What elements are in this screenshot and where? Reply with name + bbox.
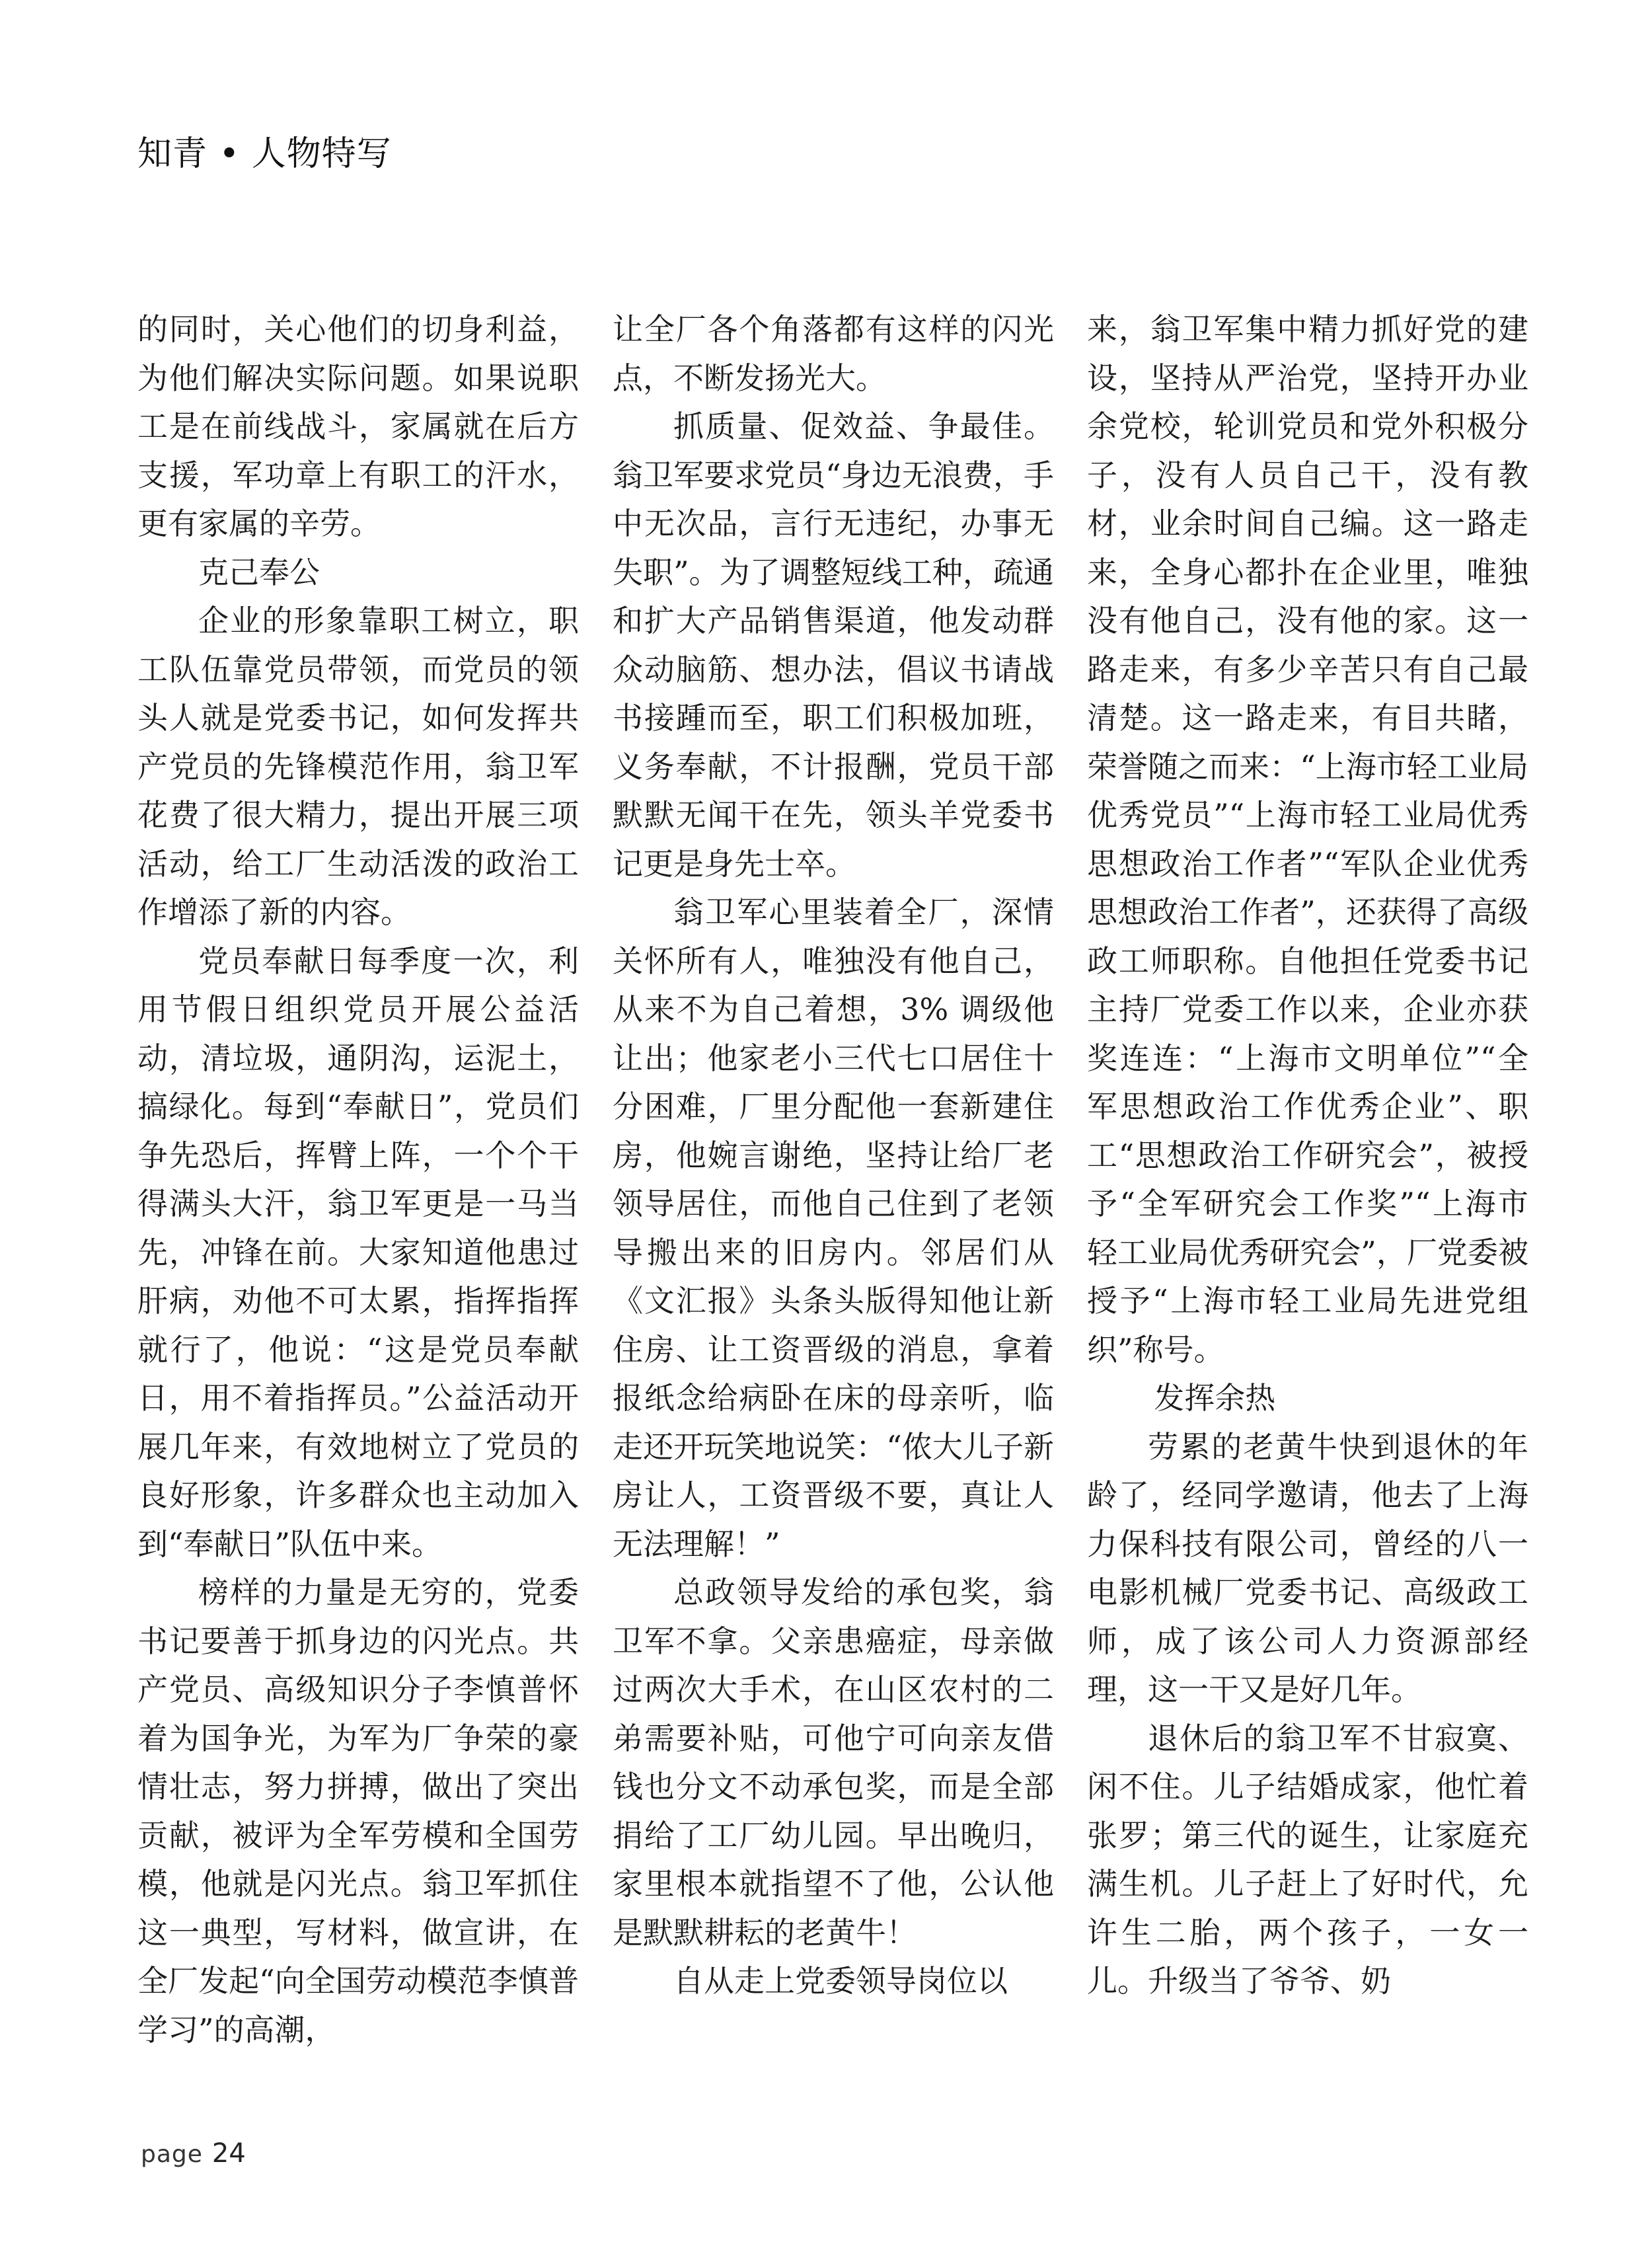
text-column-2 [613,305,1054,2006]
paragraph: 的同时，关心他们的切身利益，为他们解决实际问题。如果说职工是在前线战斗，家属就在后方支援，军功章上有职工的汗水，更有家属的辛劳。 [137,311,579,541]
section-subheading: 克己奉公 [198,554,320,590]
paragraph: 党员奉献日每季度一次，利用节假日组织党员开展公益活动，清垃圾，通阴沟，运泥土，搞绿化。每到“奉献日”，党员们争先恐后，挥臂上阵，一个个干得满头大汗，翁卫军更是一马当先，冲锋在前。大家知道他患过肝病，劝他不可太累，指挥指挥就行了，他说：“这是党员奉献日，用不着指挥员。”公益活动开展几年来，有效地树立了党员的良好形象，许多群众也主动加入到“奉献日”队伍中来。 [137,943,579,1562]
paragraph: 劳累的老黄牛快到退休的年龄了，经同学邀请，他去了上海力保科技有限公司，曾经的八一电影机械厂党委书记、高级政工师，成了该公司人力资源部经理，这一干又是好几年。 [1087,1428,1528,1707]
section-subheading: 发挥余热 [1154,1380,1276,1416]
text-column-1 [137,305,579,2054]
paragraph: 总政领导发给的承包奖，翁卫军不拿。父亲患癌症，母亲做过两次大手术，在山区农村的二弟需要补贴，可他宁可向亲友借钱也分文不动承包奖，而是全部捐给了工厂幼儿园。早出晚归，家里根本就指望不了他，公认他是默默耕耘的老黄牛！ [613,1574,1054,1951]
paragraph: 来，翁卫军集中精力抓好党的建设，坚持从严治党，坚持开办业余党校，轮训党员和党外积极分子，没有人员自己干，没有教材，业余时间自己编。这一路走来，全身心都扑在企业里，唯独没有他自己，没有他的家。这一路走来，有多少辛苦只有自己最清楚。这一路走来，有目共睹，荣誉随之而来：“上海市轻工业局优秀党员”“上海市轻工业局优秀思想政治工作者”“军队企业优秀思想政治工作者”，还获得了高级政工师职称。自他担任党委书记主持厂党委工作以来，企业亦获奖连连：“上海市文明单位”“全军思想政治工作优秀企业”、职工“思想政治工作研究会”，被授予“全军研究会工作奖”“上海市轻工业局优秀研究会”，厂党委被授予“上海市轻工业局先进党组织”称号。 [1087,311,1528,1368]
paragraph: 抓质量、促效益、争最佳。翁卫军要求党员“身边无浪费，手中无次品，言行无违纪，办事无失职”。为了调整短线工种，疏通和扩大产品销售渠道，他发动群众动脑筋、想办法，倡议书请战书接踵而至，职工们积极加班，义务奉献，不计报酬，党员干部默默无闻干在先，领头羊党委书记更是身先士卒。 [613,408,1054,882]
page-label: page [141,2141,203,2168]
text-column-3 [1087,305,1528,2006]
paragraph: 让全厂各个角落都有这样的闪光点，不断发扬光大。 [613,311,1054,396]
paragraph: 榜样的力量是无穷的，党委书记要善于抓身边的闪光点。共产党员、高级知识分子李慎普怀着为国争光，为军为厂争荣的豪情壮志，努力拼搏，做出了突出贡献，被评为全军劳模和全国劳模，他就是闪光点。翁卫军抓住这一典型，写材料，做宣讲，在全厂发起“向全国劳动模范李慎普学习”的高潮， [137,1574,579,2048]
paragraph: 翁卫军心里装着全厂，深情关怀所有人，唯独没有他自己，从来不为自己着想，3% 调级他让出；他家老小三代七口居住十分困难，厂里分配他一套新建住房，他婉言谢绝，坚持让给厂老领导居住，而他自己住到了老领导搬出来的旧房内。邻居们从《文汇报》头条头版得知他让新住房、让工资晋级的消息，拿着报纸念给病卧在床的母亲听，临走还开玩笑地说笑：“侬大儿子新房让人，工资晋级不要，真让人无法理解！” [613,894,1054,1562]
paragraph: 企业的形象靠职工树立，职工队伍靠党员带领，而党员的领头人就是党委书记，如何发挥共产党员的先锋模范作用，翁卫军花费了很大精力，提出开展三项活动，给工厂生动活泼的政治工作增添了新的内容。 [137,603,579,930]
page-number: 24 [211,2138,246,2169]
section-header: 知青 • 人物特写 [137,134,392,174]
paragraph: 自从走上党委领导岗位以 [673,1963,1008,1999]
paragraph: 退休后的翁卫军不甘寂寞、闲不住。儿子结婚成家，他忙着张罗；第三代的诞生，让家庭充满生机。儿子赶上了好时代，允许生二胎，两个孩子，一女一儿。升级当了爷爷、奶 [1087,1720,1528,1999]
page-footer [141,2138,246,2169]
